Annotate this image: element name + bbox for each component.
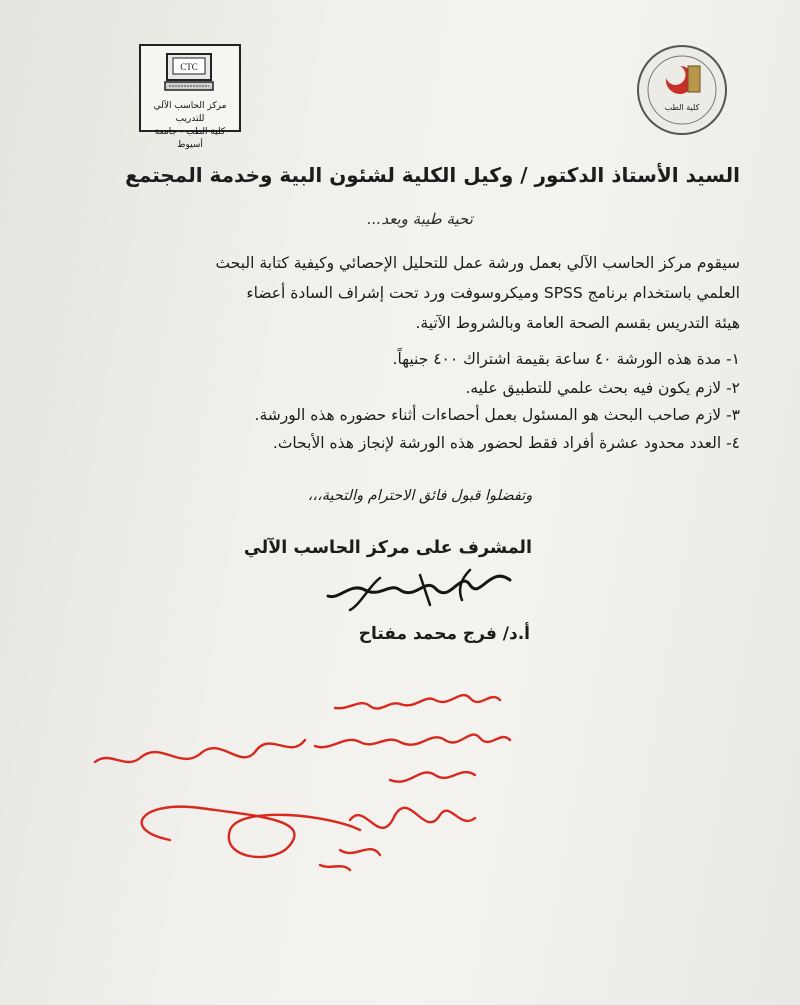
ctc-caption-line2: كلية الطب - جامعة أسيوط [154,127,226,150]
condition-item-1: ١- مدة هذه الورشة ٤٠ ساعة بقيمة اشتراك ٤٠٠ جنيهاً. [392,350,740,368]
body-line-3: هيئة التدريس بقسم الصحة العامة وبالشروط الآتية. [415,314,740,332]
addressee: السيد الأستاذ الدكتور / وكيل الكلية لشئون البية وخدمة المجتمع [125,163,740,187]
emblem-icon [688,66,700,92]
condition-item-4: ٤- العدد محدود عشرة أفراد فقط لحضور هذه الورشة لإنجاز هذه الأبحاث. [272,434,740,452]
greeting: تحية طيبة وبعد... [367,210,473,228]
seal-text: كلية الطب [664,103,700,112]
red-handwritten-annotation [80,680,540,890]
ctc-caption-line1: مركز الحاسب الآلي للتدريب [153,101,227,124]
supervisor-title: المشرف على مركز الحاسب الآلي [243,538,532,558]
signer-name: أ.د/ فرج محمد مفتاح [358,624,530,644]
ctc-logo [139,44,241,150]
closing-line: وتفضلوا قبول فائق الاحترام والتحية،،، [307,488,533,504]
supervisor-signature [320,560,520,620]
faculty-seal [636,44,728,136]
computer-icon [163,52,215,94]
condition-item-2: ٢- لازم يكون فيه بحث علمي للتطبيق عليه. [465,379,740,397]
ctc-logo-text: CTC [180,62,198,72]
body-line-1: سيقوم مركز الحاسب الآلي بعمل ورشة عمل للتحليل الإحصائي وكيفية كتابة البحث [215,254,740,272]
body-line-2: العلمي باستخدام برنامج SPSS وميكروسوفت ورد تحت إشراف السادة أعضاء [246,284,740,302]
ctc-logo-caption [143,100,237,150]
condition-item-3: ٣- لازم صاحب البحث هو المسئول بعمل أحصاءات أثناء حضوره هذه الورشة. [254,406,740,424]
